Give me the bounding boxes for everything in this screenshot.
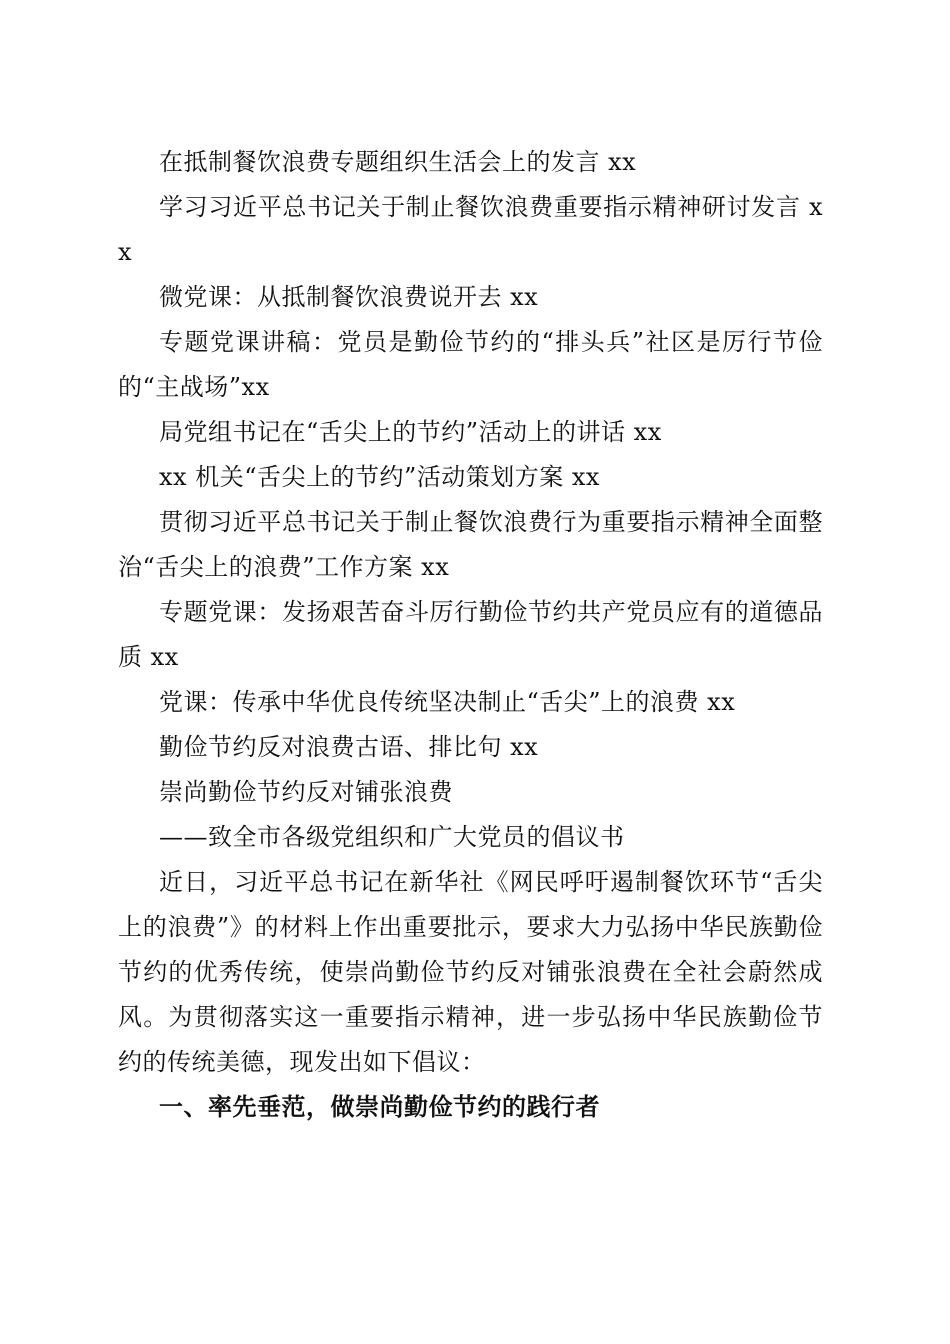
paragraph-2: 学习习近平总书记关于制止餐饮浪费重要指示精神研讨发言 xx [118, 193, 823, 266]
paragraph-3: 微党课：从抵制餐饮浪费说开去 xx [159, 283, 539, 311]
paragraph-10: 勤俭节约反对浪费古语、排比句 xx [159, 733, 539, 761]
paragraph-8: 专题党课：发扬艰苦奋斗厉行勤俭节约共产党员应有的道德品质 xx [118, 598, 823, 671]
document-body [118, 140, 823, 1130]
paragraph-11: 崇尚勤俭节约反对铺张浪费 [159, 778, 453, 806]
paragraph-1: 在抵制餐饮浪费专题组织生活会上的发言 xx [159, 148, 637, 176]
paragraph-4: 专题党课讲稿：党员是勤俭节约的“排头兵”社区是厉行节俭的“主战场”xx [118, 328, 823, 401]
section-heading: 一、率先垂范，做崇尚勤俭节约的践行者 [159, 1093, 600, 1121]
paragraph-7: 贯彻习近平总书记关于制止餐饮浪费行为重要指示精神全面整治“舌尖上的浪费”工作方案 xx [118, 508, 823, 581]
paragraph-9: 党课：传承中华优良传统坚决制止“舌尖”上的浪费 xx [159, 688, 736, 716]
paragraph-6: xx 机关“舌尖上的节约”活动策划方案 xx [159, 463, 600, 491]
paragraph-13: 近日，习近平总书记在新华社《网民呼吁遏制餐饮环节“舌尖上的浪费”》的材料上作出重要批示，要求大力弘扬中华民族勤俭节约的优秀传统，使崇尚勤俭节约反对铺张浪费在全社会蔚然成风。为贯彻落实这一重要指示精神，进一步弘扬中华民族勤俭节约的传统美德，现发出如下倡议： [118, 868, 823, 1076]
paragraph-5: 局党组书记在“舌尖上的节约”活动上的讲话 xx [159, 418, 662, 446]
paragraph-12: ——致全市各级党组织和广大党员的倡议书 [159, 823, 625, 851]
